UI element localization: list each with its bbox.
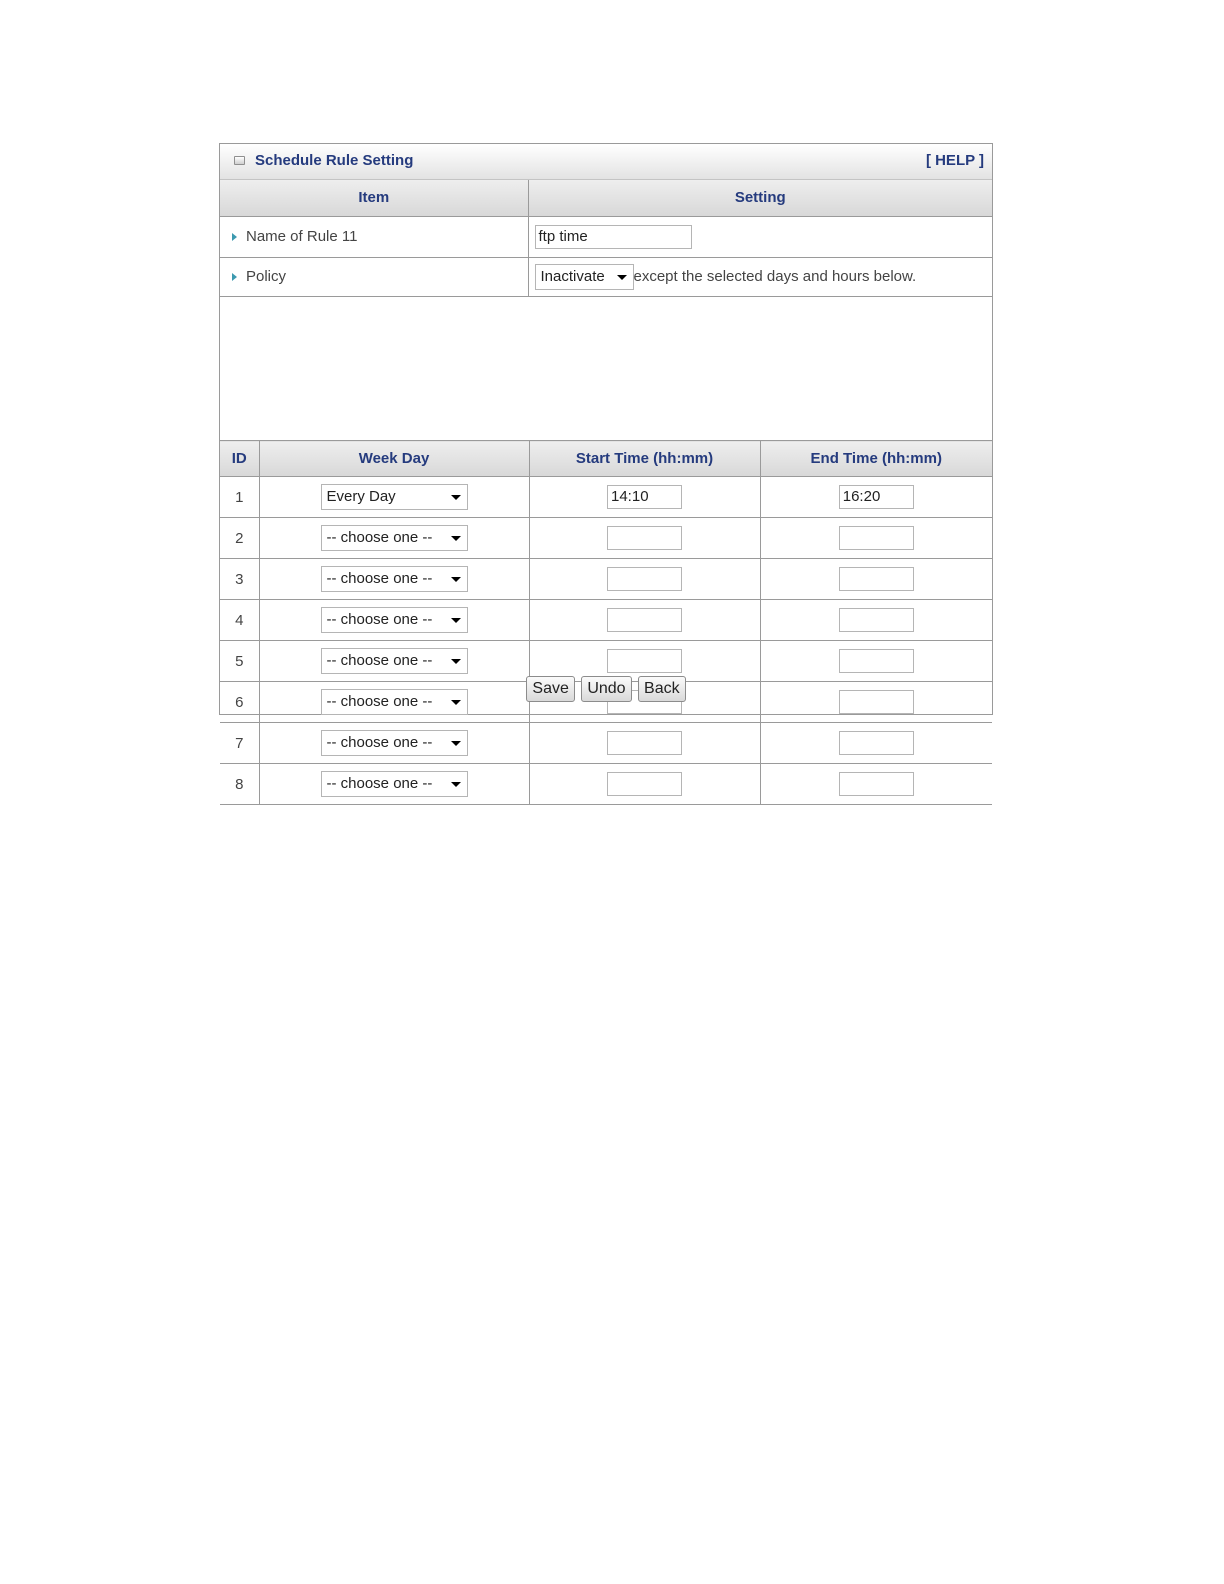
week-day-cell: [259, 518, 529, 559]
end-time-cell: [760, 518, 992, 559]
week-day-cell: [259, 600, 529, 641]
panel-titlebar: [220, 144, 992, 180]
start-time-input[interactable]: [607, 526, 682, 550]
caret-down-icon: [451, 741, 461, 746]
week-day-selected-value: Every Day: [326, 488, 396, 505]
week-day-select[interactable]: [321, 525, 468, 551]
end-time-cell: [760, 477, 992, 518]
column-header-start-time: Start Time (hh:mm): [529, 441, 760, 477]
end-time-input[interactable]: [839, 608, 914, 632]
week-day-selected-value: -- choose one --: [326, 529, 433, 546]
help-link[interactable]: [ HELP ]: [925, 152, 984, 169]
week-day-cell: [259, 764, 529, 805]
name-row-label-cell: [220, 216, 528, 257]
start-time-cell: [529, 477, 760, 518]
name-of-rule-label: Name of Rule 11: [246, 228, 358, 245]
table-row: [220, 518, 992, 559]
caret-down-icon: [617, 275, 627, 280]
row-id: 1: [220, 477, 259, 518]
column-header-week-day: Week Day: [259, 441, 529, 477]
table-row: [220, 559, 992, 600]
week-day-selected-value: -- choose one --: [326, 652, 433, 669]
end-time-input[interactable]: [839, 772, 914, 796]
table-row: [220, 600, 992, 641]
schedule-rule-panel: [219, 143, 993, 793]
column-header-end-time: End Time (hh:mm): [760, 441, 992, 477]
week-day-select[interactable]: [321, 484, 468, 510]
policy-label: Policy: [246, 268, 287, 285]
start-time-input[interactable]: [607, 731, 682, 755]
panel-icon: [234, 156, 245, 165]
caret-down-icon: [451, 536, 461, 541]
row-id: 5: [220, 641, 259, 682]
end-time-cell: [760, 723, 992, 764]
row-id: 8: [220, 764, 259, 805]
start-time-cell: [529, 600, 760, 641]
start-time-input[interactable]: [607, 772, 682, 796]
button-bar: [220, 665, 992, 714]
policy-row-label-cell: [220, 257, 528, 296]
column-header-id: ID: [220, 441, 259, 477]
week-day-select[interactable]: [321, 566, 468, 592]
row-id: 7: [220, 723, 259, 764]
start-time-cell: [529, 723, 760, 764]
panel-title: Schedule Rule Setting: [255, 152, 414, 169]
week-day-cell: [259, 559, 529, 600]
schedule-table: [220, 440, 992, 805]
row-id: 2: [220, 518, 259, 559]
start-time-input[interactable]: 14:10: [607, 485, 682, 509]
end-time-input[interactable]: [839, 731, 914, 755]
table-row: [220, 477, 992, 518]
row-id: 3: [220, 559, 259, 600]
week-day-select[interactable]: [321, 607, 468, 633]
settings-table: [220, 180, 992, 297]
end-time-cell: [760, 559, 992, 600]
row-id: 4: [220, 600, 259, 641]
row-id: 6: [220, 682, 259, 723]
triangle-right-icon: [232, 233, 237, 241]
week-day-selected-value: -- choose one --: [326, 570, 433, 587]
back-button[interactable]: Back: [638, 676, 686, 702]
table-row: [220, 764, 992, 805]
policy-suffix-text: except the selected days and hours below.: [633, 267, 917, 285]
end-time-cell: [760, 600, 992, 641]
caret-down-icon: [451, 782, 461, 787]
week-day-cell: [259, 723, 529, 764]
column-header-setting: Setting: [528, 180, 992, 216]
week-day-selected-value: -- choose one --: [326, 775, 433, 792]
policy-select[interactable]: [535, 264, 634, 290]
save-button[interactable]: Save: [526, 676, 574, 702]
triangle-right-icon: [232, 273, 237, 281]
start-time-input[interactable]: [607, 567, 682, 591]
rule-name-input[interactable]: ftp time: [535, 225, 692, 249]
week-day-cell: [259, 477, 529, 518]
policy-selected-value: Inactivate: [540, 267, 605, 285]
week-day-select[interactable]: [321, 771, 468, 797]
end-time-input[interactable]: [839, 567, 914, 591]
start-time-cell: [529, 764, 760, 805]
name-row-setting-cell: [528, 216, 992, 257]
week-day-selected-value: -- choose one --: [326, 693, 433, 710]
policy-row-setting-cell: [528, 257, 992, 296]
column-header-item: Item: [220, 180, 528, 216]
caret-down-icon: [451, 495, 461, 500]
caret-down-icon: [451, 659, 461, 664]
undo-button[interactable]: Undo: [581, 676, 631, 702]
start-time-cell: [529, 518, 760, 559]
end-time-cell: [760, 764, 992, 805]
start-time-input[interactable]: [607, 608, 682, 632]
start-time-cell: [529, 559, 760, 600]
week-day-select[interactable]: [321, 730, 468, 756]
end-time-input[interactable]: 16:20: [839, 485, 914, 509]
end-time-input[interactable]: [839, 526, 914, 550]
caret-down-icon: [451, 618, 461, 623]
week-day-selected-value: -- choose one --: [326, 734, 433, 751]
caret-down-icon: [451, 577, 461, 582]
table-row: [220, 723, 992, 764]
week-day-selected-value: -- choose one --: [326, 611, 433, 628]
